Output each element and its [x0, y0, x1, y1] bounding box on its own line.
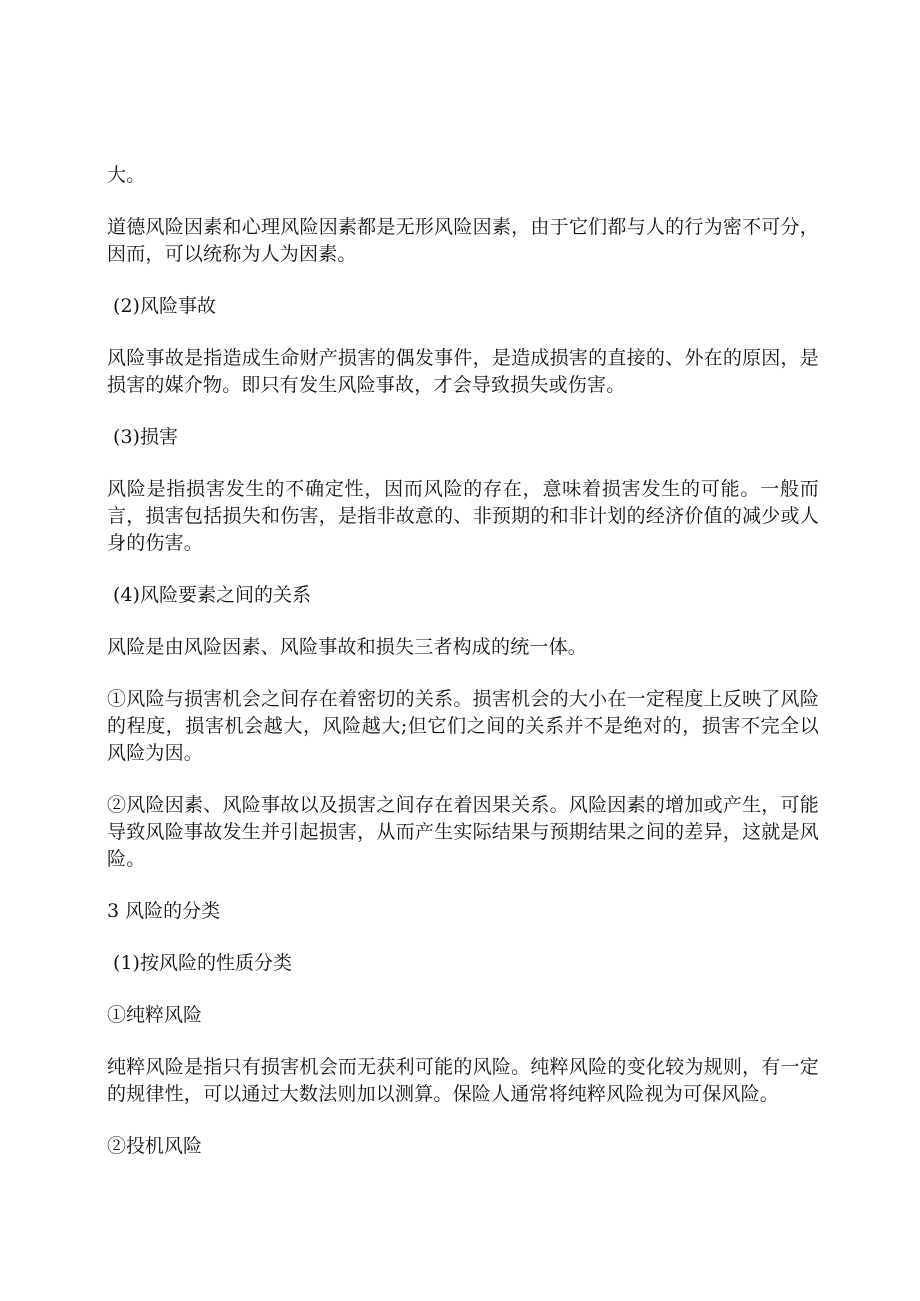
heading-pure-risk: ①纯粹风险: [107, 1004, 203, 1026]
heading-speculative-risk: ②投机风险: [107, 1135, 203, 1157]
heading-risk-classification: 3 风险的分类: [107, 900, 221, 922]
heading-risk-element-relation: (4)风险要素之间的关系: [107, 584, 311, 606]
heading-damage: (3)损害: [107, 426, 178, 448]
paragraph-risk-opportunity: ①风险与损害机会之间存在着密切的关系。损害机会的大小在一定程度上反映了风险的程度，损害机会越大，风险越大;但它们之间的关系并不是绝对的，损害不完全以风险为因。: [107, 688, 819, 764]
paragraph-pure-risk: 纯粹风险是指只有损害机会而无获利可能的风险。纯粹风险的变化较为规则，有一定的规律性，可以通过大数法则加以测算。保险人通常将纯粹风险视为可保风险。: [107, 1056, 819, 1105]
document-body: [107, 162, 819, 1160]
heading-by-nature: (1)按风险的性质分类: [107, 952, 292, 974]
heading-risk-event: (2)风险事故: [107, 295, 216, 317]
paragraph-human-factors: 道德风险因素和心理风险因素都是无形风险因素，由于它们都与人的行为密不可分，因而，可以统称为人为因素。: [107, 216, 819, 265]
paragraph-continuation: 大。: [107, 164, 146, 186]
paragraph-causal-relation: ②风险因素、风险事故以及损害之间存在着因果关系。风险因素的增加或产生，可能导致风险事故发生并引起损害，从而产生实际结果与预期结果之间的差异，这就是风险。: [107, 794, 819, 870]
paragraph-risk-event: 风险事故是指造成生命财产损害的偶发事件，是造成损害的直接的、外在的原因，是损害的媒介物。即只有发生风险事故，才会导致损失或伤害。: [107, 347, 819, 396]
paragraph-risk-unity: 风险是由风险因素、风险事故和损失三者构成的统一体。: [107, 636, 588, 658]
paragraph-damage: 风险是指损害发生的不确定性，因而风险的存在，意味着损害发生的可能。一般而言，损害包括损失和伤害，是指非故意的、非预期的和非计划的经济价值的减少或人身的伤害。: [107, 478, 819, 554]
